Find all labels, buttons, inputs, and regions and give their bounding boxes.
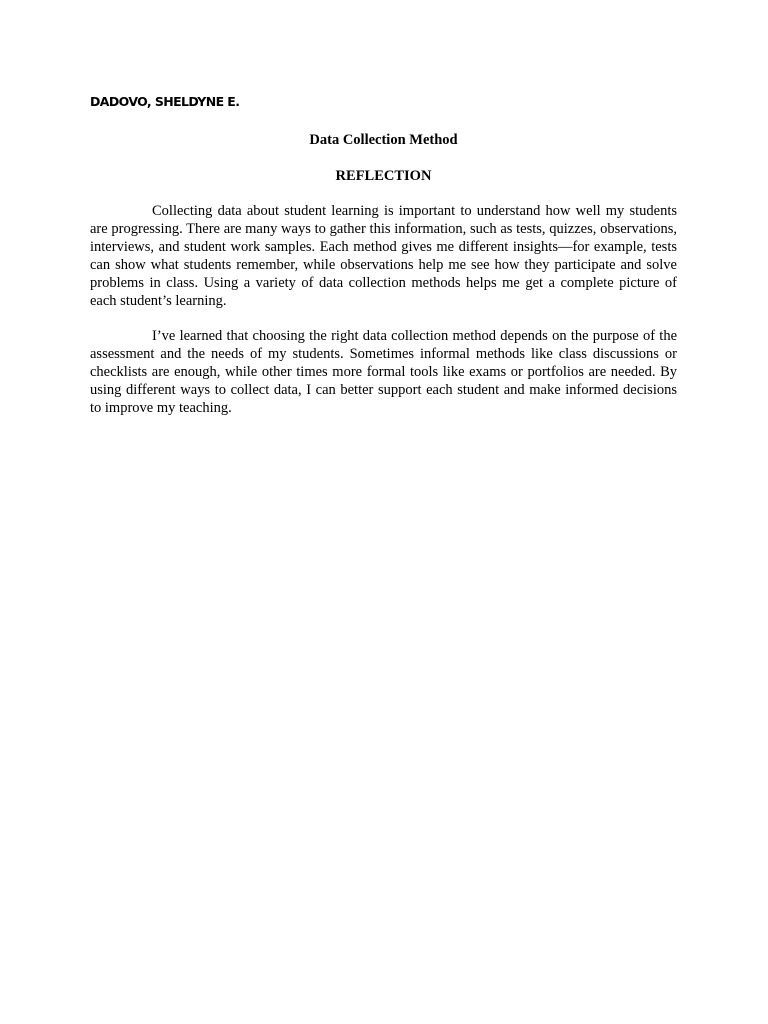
reflection-paragraph-2: I’ve learned that choosing the right data collection method depends on the purpose of the assessment and the needs of my students. Sometimes informal methods like class discussions or checklists are enough, while other times more formal tools like exams or portfolios are needed. By using different ways to collect data, I can better support each student and make informed decisions to improve my teaching.	[90, 328, 677, 416]
document-subtitle: REFLECTION	[335, 168, 432, 184]
author-name: DADOVO, SHELDYNE E.	[90, 94, 240, 109]
reflection-paragraph-1: Collecting data about student learning is important to understand how well my students are progressing. There are many ways to gather this information, such as tests, quizzes, observations, interviews, and student work samples. Each method gives me different insights—for example, tests can show what students remember, while observations help me see how they participate and solve problems in class. Using a variety of data collection methods helps me get a complete picture of each student’s learning.	[90, 203, 677, 309]
document-title: Data Collection Method	[309, 132, 458, 148]
